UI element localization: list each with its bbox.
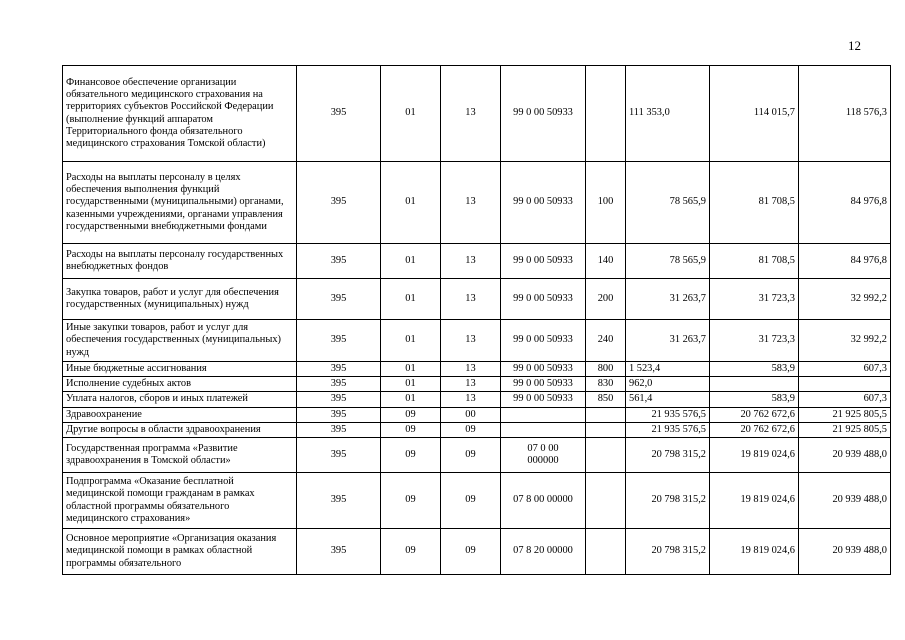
- target-article-code: 99 0 00 50933: [501, 377, 586, 392]
- amount-year-1: 31 263,7: [626, 320, 710, 362]
- section-code: 09: [381, 473, 441, 529]
- amount-year-1: 31 263,7: [626, 279, 710, 320]
- expense-name: Иные закупки товаров, работ и услуг для обеспечения государственных (муниципальных) нужд: [63, 320, 297, 362]
- subsection-code: 13: [441, 320, 501, 362]
- grbs-code: 395: [297, 162, 381, 244]
- amount-year-1: 962,0: [626, 377, 710, 392]
- table-row: [63, 422, 891, 437]
- expense-name: Здравоохранение: [63, 407, 297, 422]
- subsection-code: 09: [441, 422, 501, 437]
- amount-year-3: 20 939 488,0: [799, 438, 891, 473]
- subsection-code: 13: [441, 362, 501, 377]
- table-row: [63, 66, 891, 162]
- section-code: 09: [381, 422, 441, 437]
- expense-name: Другие вопросы в области здравоохранения: [63, 422, 297, 437]
- table-row: [63, 244, 891, 279]
- amount-year-3: 32 992,2: [799, 279, 891, 320]
- subsection-code: 13: [441, 392, 501, 407]
- expense-type-code: 140: [586, 244, 626, 279]
- target-article-code: [501, 407, 586, 422]
- amount-year-2: 31 723,3: [710, 320, 799, 362]
- target-article-code: 07 8 20 00000: [501, 529, 586, 575]
- amount-year-1: 20 798 315,2: [626, 529, 710, 575]
- amount-year-2: 20 762 672,6: [710, 422, 799, 437]
- amount-year-1: 21 935 576,5: [626, 422, 710, 437]
- expense-type-code: 830: [586, 377, 626, 392]
- amount-year-3: 20 939 488,0: [799, 529, 891, 575]
- expense-type-code: [586, 422, 626, 437]
- amount-year-1: 111 353,0: [626, 66, 710, 162]
- table-row: [63, 529, 891, 575]
- amount-year-3: 84 976,8: [799, 244, 891, 279]
- section-code: 01: [381, 66, 441, 162]
- table-row: [63, 320, 891, 362]
- target-article-code: [501, 422, 586, 437]
- expense-type-code: [586, 438, 626, 473]
- expense-name: Исполнение судебных актов: [63, 377, 297, 392]
- amount-year-1: 20 798 315,2: [626, 473, 710, 529]
- grbs-code: 395: [297, 66, 381, 162]
- target-article-code: 99 0 00 50933: [501, 392, 586, 407]
- section-code: 09: [381, 529, 441, 575]
- section-code: 01: [381, 244, 441, 279]
- section-code: 01: [381, 279, 441, 320]
- amount-year-1: 78 565,9: [626, 244, 710, 279]
- section-code: 09: [381, 407, 441, 422]
- table-row: [63, 392, 891, 407]
- expense-type-code: [586, 529, 626, 575]
- amount-year-2: 19 819 024,6: [710, 438, 799, 473]
- amount-year-3: 607,3: [799, 392, 891, 407]
- amount-year-1: 20 798 315,2: [626, 438, 710, 473]
- table-row: [63, 162, 891, 244]
- grbs-code: 395: [297, 320, 381, 362]
- amount-year-3: 20 939 488,0: [799, 473, 891, 529]
- amount-year-2: 31 723,3: [710, 279, 799, 320]
- amount-year-2: 19 819 024,6: [710, 473, 799, 529]
- subsection-code: 13: [441, 162, 501, 244]
- target-article-code: 99 0 00 50933: [501, 362, 586, 377]
- subsection-code: 00: [441, 407, 501, 422]
- amount-year-2: 583,9: [710, 362, 799, 377]
- expense-type-code: 100: [586, 162, 626, 244]
- amount-year-1: 78 565,9: [626, 162, 710, 244]
- target-article-code: 99 0 00 50933: [501, 279, 586, 320]
- amount-year-2: 19 819 024,6: [710, 529, 799, 575]
- grbs-code: 395: [297, 244, 381, 279]
- target-article-code: 99 0 00 50933: [501, 66, 586, 162]
- section-code: 09: [381, 438, 441, 473]
- grbs-code: 395: [297, 377, 381, 392]
- table-row: [63, 473, 891, 529]
- amount-year-2: 583,9: [710, 392, 799, 407]
- subsection-code: 13: [441, 244, 501, 279]
- amount-year-1: 561,4: [626, 392, 710, 407]
- target-article-code: 99 0 00 50933: [501, 162, 586, 244]
- expense-name: Расходы на выплаты персоналу государственных внебюджетных фондов: [63, 244, 297, 279]
- expense-name: Иные бюджетные ассигнования: [63, 362, 297, 377]
- expense-type-code: 850: [586, 392, 626, 407]
- table-row: [63, 279, 891, 320]
- subsection-code: 13: [441, 66, 501, 162]
- amount-year-3: 21 925 805,5: [799, 422, 891, 437]
- expense-name: Подпрограмма «Оказание бесплатной медицинской помощи гражданам в рамках областной программы обязательного медицинского страхования»: [63, 473, 297, 529]
- section-code: 01: [381, 320, 441, 362]
- grbs-code: 395: [297, 362, 381, 377]
- expense-name: Расходы на выплаты персоналу в целях обеспечения выполнения функций государственными (муниципальными) органами, казенными учреждениями, органами управления государственными внебюджетными фондами: [63, 162, 297, 244]
- expense-name: Уплата налогов, сборов и иных платежей: [63, 392, 297, 407]
- expense-type-code: [586, 407, 626, 422]
- section-code: 01: [381, 392, 441, 407]
- subsection-code: 13: [441, 279, 501, 320]
- amount-year-1: 1 523,4: [626, 362, 710, 377]
- amount-year-3: 32 992,2: [799, 320, 891, 362]
- grbs-code: 395: [297, 407, 381, 422]
- budget-table: [62, 65, 891, 575]
- amount-year-3: [799, 377, 891, 392]
- subsection-code: 13: [441, 377, 501, 392]
- target-article-code: 99 0 00 50933: [501, 244, 586, 279]
- amount-year-3: 84 976,8: [799, 162, 891, 244]
- expense-type-code: 200: [586, 279, 626, 320]
- expense-name: Государственная программа «Развитие здравоохранения в Томской области»: [63, 438, 297, 473]
- expense-type-code: [586, 473, 626, 529]
- grbs-code: 395: [297, 422, 381, 437]
- amount-year-2: 114 015,7: [710, 66, 799, 162]
- section-code: 01: [381, 362, 441, 377]
- subsection-code: 09: [441, 473, 501, 529]
- table-row: [63, 407, 891, 422]
- grbs-code: 395: [297, 473, 381, 529]
- grbs-code: 395: [297, 438, 381, 473]
- expense-type-code: [586, 66, 626, 162]
- amount-year-2: 81 708,5: [710, 244, 799, 279]
- subsection-code: 09: [441, 438, 501, 473]
- page-number: 12: [848, 38, 861, 53]
- amount-year-3: 607,3: [799, 362, 891, 377]
- section-code: 01: [381, 162, 441, 244]
- target-article-code: 99 0 00 50933: [501, 320, 586, 362]
- grbs-code: 395: [297, 279, 381, 320]
- amount-year-2: 20 762 672,6: [710, 407, 799, 422]
- target-article-code: 07 8 00 00000: [501, 473, 586, 529]
- expense-type-code: 800: [586, 362, 626, 377]
- table-row: [63, 438, 891, 473]
- amount-year-1: 21 935 576,5: [626, 407, 710, 422]
- table-row: [63, 362, 891, 377]
- expense-name: Основное мероприятие «Организация оказания медицинской помощи в рамках областной программы обязательного: [63, 529, 297, 575]
- section-code: 01: [381, 377, 441, 392]
- table-row: [63, 377, 891, 392]
- subsection-code: 09: [441, 529, 501, 575]
- expense-name: Финансовое обеспечение организации обязательного медицинского страхования на территориях субъектов Российской Федерации (выполнение функций аппаратом Территориального фонда обязательного медицинского страхования Томской области): [63, 66, 297, 162]
- grbs-code: 395: [297, 529, 381, 575]
- expense-type-code: 240: [586, 320, 626, 362]
- amount-year-2: [710, 377, 799, 392]
- amount-year-2: 81 708,5: [710, 162, 799, 244]
- expense-name: Закупка товаров, работ и услуг для обеспечения государственных (муниципальных) нужд: [63, 279, 297, 320]
- grbs-code: 395: [297, 392, 381, 407]
- target-article-code: 07 0 00 000000: [501, 438, 586, 473]
- amount-year-3: 118 576,3: [799, 66, 891, 162]
- amount-year-3: 21 925 805,5: [799, 407, 891, 422]
